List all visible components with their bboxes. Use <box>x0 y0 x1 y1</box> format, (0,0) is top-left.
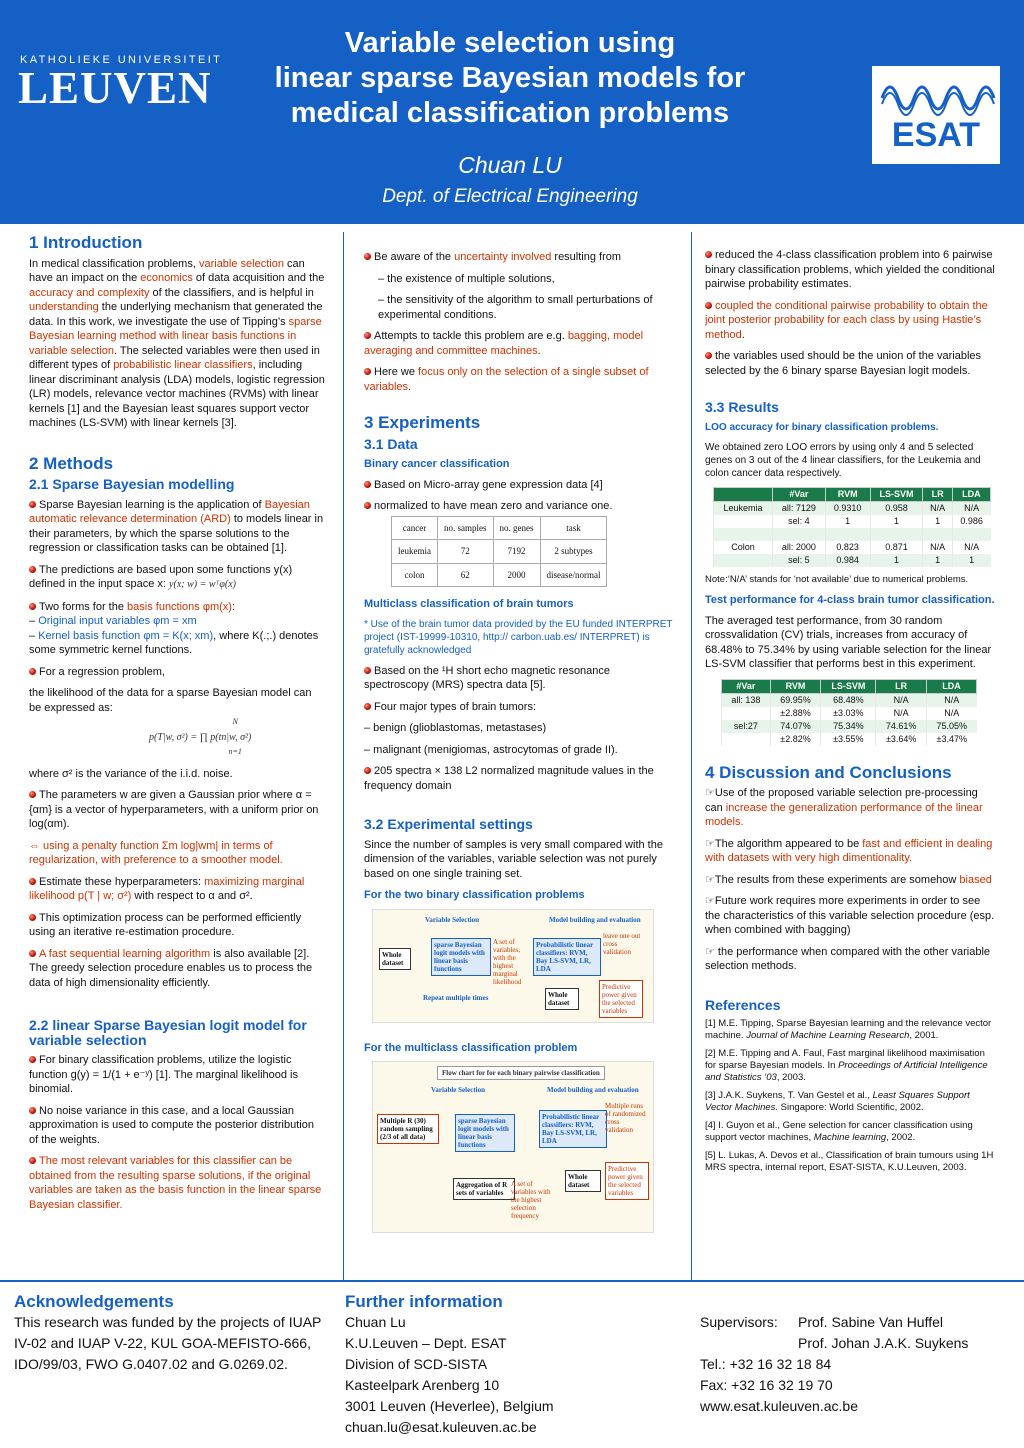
table-header: cancer <box>392 516 438 540</box>
figure-label: Variable Selection <box>431 1086 485 1094</box>
dataset-table <box>391 516 607 588</box>
flowchart-multiclass <box>372 1061 654 1233</box>
pointing-hand-icon: ☞ <box>705 895 715 907</box>
table-cell: ±2.82% <box>770 733 821 746</box>
acknowledgements-text: This research was funded by the projects of IUAP IV-02 and IUAP V-22, KUL GOA-MEFISTO-666, IDO/99/03, FWO G.0407.02 and G.0269.02. <box>14 1314 322 1372</box>
table-cell: sel:27 <box>722 720 771 733</box>
figure-box: Multiple R (30) random sampling (2/3 of all data) <box>377 1114 439 1144</box>
table-cell: 72 <box>438 540 494 564</box>
title-line: medical classification problems <box>290 97 730 129</box>
table-cell: sel: 5 <box>772 554 825 567</box>
column-left <box>29 233 325 1219</box>
table-header: LS-SVM <box>821 679 876 693</box>
subsection-heading: 3.3 Results <box>705 399 779 415</box>
bullet-item: 205 spectra × 138 L2 normalized magnitude values in the frequency domain <box>364 765 654 792</box>
table-cell: 7192 <box>493 540 540 564</box>
section-heading: 3 Experiments <box>364 413 481 432</box>
table-cell <box>714 554 773 567</box>
table-row <box>714 515 991 528</box>
column-divider <box>343 232 344 1280</box>
sub-item: – the sensitivity of the algorithm to small perturbations of experimental conditions. <box>378 294 653 321</box>
bullet-icon <box>29 566 36 573</box>
subheading: For the two binary classification problems <box>364 889 585 901</box>
table-cell: disease/normal <box>540 563 607 587</box>
bullet-item: The most relevant variables for this classifier can be obtained from the resulting sparse solutions, if the original variables are taken as the basis function in the linear sparse Bayesian classifier. <box>29 1155 322 1211</box>
bullet-icon <box>364 502 371 509</box>
bullet-item: normalized to have mean zero and variance one. <box>364 499 674 514</box>
pointing-hand-icon: ☞ <box>705 787 715 799</box>
table-row <box>722 733 977 746</box>
figure-label: leave one out cross validation <box>603 931 641 956</box>
reference-item: [2] M.E. Tipping and A. Faul, Fast marginal likelihood maximisation for sparse Bayesian models. In Proceedings of Artificial Intelligence and Statistics ’03, 2003. <box>705 1048 988 1083</box>
bullet-icon <box>364 332 371 339</box>
table-cell: ±3.55% <box>821 733 876 746</box>
conclusion-item: ☞ the performance when compared with the other variable selection methods. <box>705 945 991 972</box>
bullet-icon <box>29 603 36 610</box>
table-cell <box>772 528 825 541</box>
figure-label: A set of variables, with the highest marginal likelihood <box>493 937 522 986</box>
bullet-item: The predictions are based upon some functions y(x) defined in the input space x: y(x; w) = wᵀφ(x) <box>29 563 293 590</box>
table-cell: N/A <box>952 541 990 554</box>
title-line: Variable selection using <box>344 27 676 59</box>
figure-label: Multiple runs of randomized cross validation <box>605 1102 646 1134</box>
table-cell: all: 138 <box>722 693 771 707</box>
bullet-icon <box>364 481 371 488</box>
paragraph: the likelihood of the data for a sparse Bayesian model can be expressed as: N p(T|w, σ²) = ∏ p(tn|w, σ²) n=1 <box>29 686 325 760</box>
paragraph: The averaged test performance, from 30 random crossvalidation (CV) trials, increases from accuracy of 68.48% to 75.34% by using variable selection for the linear LS-SVM classifier that performs best in this experiment. <box>705 614 992 670</box>
info-line: Kasteelpark Arenberg 10 <box>345 1377 500 1393</box>
table-cell: 0.823 <box>825 541 870 554</box>
table-cell: 0.986 <box>952 515 990 528</box>
table-cell: 2000 <box>493 563 540 587</box>
table-cell: 1 <box>952 554 990 567</box>
poster-header <box>0 0 1024 224</box>
column-divider <box>691 232 692 1280</box>
equation: N p(T|w, σ²) = ∏ p(tn|w, σ²) n=1 <box>149 717 252 756</box>
table-header: LR <box>923 488 952 502</box>
esat-logo <box>872 66 1000 164</box>
supervisors <box>700 1312 1010 1417</box>
bullet-item: A fast sequential learning algorithm is also available [2]. The greedy selection procedure enables us to process the data of high dimensionality efficiently. <box>29 947 313 989</box>
email-link[interactable]: chuan.lu@esat.kuleuven.ac.be <box>345 1419 537 1435</box>
bullet-icon <box>364 368 371 375</box>
fax: Fax: +32 16 32 19 70 <box>700 1377 833 1393</box>
table-cell: colon <box>392 563 438 587</box>
table-row <box>722 720 977 733</box>
subsection-heading: 3.1 Data <box>364 435 418 452</box>
table-header: task <box>540 516 607 540</box>
bullet-icon <box>705 352 712 359</box>
table-cell: 1 <box>870 554 923 567</box>
bullet-item: the variables used should be the union of the variables selected by the 6 binary sparse Bayesian logit models. <box>705 350 982 377</box>
reference-item: [5] L. Lukas, A. Devos et al., Classification of brain tumours using 1H MRS spectra, internal report, ESAT-SISTA, K.U.Leuven, 2003. <box>705 1150 994 1173</box>
section-heading: 1 Introduction <box>29 233 143 252</box>
info-line: 3001 Leuven (Heverlee), Belgium <box>345 1398 554 1414</box>
conclusion-item: ☞The results from these experiments are somehow biased <box>705 873 992 886</box>
bullet-item: Attempts to tackle this problem are e.g. bagging, model averaging and committee machines. <box>364 330 644 357</box>
reference-item: [1] M.E. Tipping, Sparse Bayesian learning and the relevance vector machine. Journal of Machine Learning Research, 2001. <box>705 1018 992 1041</box>
figure-box: Probabilistic linear classifiers: RVM, Bay LS-SVM, LR, LDA <box>539 1110 607 1148</box>
figure-box: Whole dataset <box>379 948 411 970</box>
poster-title <box>230 26 790 131</box>
figure-box: sparse Bayesian logit models with linear basis functions <box>431 938 491 976</box>
bullet-item: The parameters w are given a Gaussian prior where α = {αm} is a vector of hyperparameters, with a uniform prior on log(αm). <box>29 789 319 830</box>
figure-box: Predictive power given the selected variables <box>599 980 643 1018</box>
table-header: #Var <box>722 679 771 693</box>
bullet-icon <box>29 1157 36 1164</box>
table-cell: ±3.47% <box>926 733 976 746</box>
pointing-hand-icon: ☞ <box>705 945 715 958</box>
table-header: RVM <box>770 679 821 693</box>
pointing-hand-icon: ☞ <box>705 837 715 850</box>
table-header: no. samples <box>438 516 494 540</box>
flowchart-binary <box>372 909 654 1023</box>
subsection-heading: References <box>705 996 781 1013</box>
table-cell: 1 <box>870 515 923 528</box>
table-cell <box>825 528 870 541</box>
table-cell: 0.871 <box>870 541 923 554</box>
info-line: K.U.Leuven – Dept. ESAT <box>345 1335 507 1351</box>
table-cell: 1 <box>923 515 952 528</box>
section-heading: Acknowledgements <box>14 1292 174 1311</box>
university-name-top: KATHOLIEKE UNIVERSITEIT <box>20 54 223 66</box>
esat-logo-text: ESAT <box>891 116 981 154</box>
subsection-heading: 2.2 linear Sparse Bayesian logit model for variable selection <box>29 1017 307 1048</box>
table-cell: ±3.03% <box>821 707 876 720</box>
section-heading: Further information <box>345 1292 503 1311</box>
website-link[interactable]: www.esat.kuleuven.ac.be <box>700 1398 858 1414</box>
table-row <box>714 541 991 554</box>
table-header: RVM <box>825 488 870 502</box>
table-cell <box>870 528 923 541</box>
table-cell: 0.9310 <box>825 502 870 516</box>
table-cell: 75.34% <box>821 720 876 733</box>
table-header: LDA <box>952 488 990 502</box>
footer-divider <box>0 1280 1024 1282</box>
phone: Tel.: +32 16 32 18 84 <box>700 1356 832 1372</box>
bullet-icon <box>29 668 36 675</box>
footnote: * Use of the brain tumor data provided by the EU funded INTERPRET project (IST-19999-10310, http:// carbon.uab.es/ INTERPRET) is gratefully acknowledged <box>364 618 673 656</box>
table-cell <box>714 528 773 541</box>
table-header-row <box>714 488 991 502</box>
supervisor-line: Supervisors: Prof. Sabine Van Huffel <box>700 1314 944 1330</box>
table-cell: N/A <box>926 707 976 720</box>
figure-box: Predictive power given the selected variables <box>605 1162 649 1200</box>
bullet-icon <box>364 767 371 774</box>
bullet-item: coupled the conditional pairwise probability to obtain the joint posterior probability for each class by using Hastie’s method. <box>705 299 988 341</box>
bullet-icon <box>364 667 371 674</box>
table-cell <box>722 707 771 720</box>
figure-label: Variable Selection <box>425 915 479 924</box>
figure-box: Whole dataset <box>545 988 579 1010</box>
table-cell: 74.07% <box>770 720 821 733</box>
figure-label: A set of variables with the highest selection frequency <box>511 1180 551 1220</box>
figure-box: Probabilistic linear classifiers: RVM, Bay LS-SVM, LR, LDA <box>533 938 601 976</box>
sub-item: – the existence of multiple solutions, <box>378 272 555 285</box>
table-cell: N/A <box>876 693 927 707</box>
subsection-heading: 3.2 Experimental settings <box>364 816 533 832</box>
bullet-icon <box>29 914 36 921</box>
table-cell: ±3.64% <box>876 733 927 746</box>
bullet-icon <box>29 1107 36 1114</box>
reference-item: [3] J.A.K. Suykens, T. Van Gestel et al., Least Squares Support Vector Machines. Singapore: World Scientific, 2002. <box>705 1090 970 1113</box>
table-cell: 1 <box>923 554 952 567</box>
subheading: Test performance for 4-class brain tumor classification. <box>705 594 995 606</box>
university-logo: LEUVEN <box>18 63 212 113</box>
figure-label: Repeat multiple times <box>423 993 489 1002</box>
table-cell: 74.61% <box>876 720 927 733</box>
bullet-icon <box>29 791 36 798</box>
department: Dept. of Electrical Engineering <box>382 186 638 207</box>
test-results-table <box>721 679 977 746</box>
subsection-heading: 2.1 Sparse Bayesian modelling <box>29 476 235 492</box>
column-middle <box>364 250 674 1233</box>
table-cell: sel: 4 <box>772 515 825 528</box>
table-cell: 69.95% <box>770 693 821 707</box>
loo-results-table <box>713 487 991 567</box>
bullet-icon <box>29 950 36 957</box>
table-cell: 62 <box>438 563 494 587</box>
table-row <box>722 693 977 707</box>
info-line: Chuan Lu <box>345 1314 406 1330</box>
intro-paragraph: In medical classification problems, variable selection can have an impact on the economics of data acquisition and the accuracy and complexity of the classifiers, and is helpful in understanding the underlying mechanism that generated the data. In this work, we investigate the use of Tipping’s sparse Bayesian learning method with linear basis functions in variable selection. The selected variables were then used in different types of probabilistic linear classifiers, including linear discriminant analysis (LDA) models, logistic regression (LR) models, relevance vector machines (RVMs) with linear kernels [1] and the Bayesian least squares support vector machines (LS-SVM) with linear kernels [3]. <box>29 257 325 429</box>
bullet-item: Estimate these hyperparameters: maximizing marginal likelihood p(T | w; σ²) with respect to α and σ². <box>29 875 305 902</box>
table-header-row <box>722 679 977 693</box>
bullet-icon <box>705 302 712 309</box>
supervisor-line: Prof. Johan J.A.K. Suykens <box>798 1335 969 1351</box>
table-row <box>392 563 607 587</box>
figure-label: Model building and evaluation <box>549 915 641 924</box>
table-header: no. genes <box>493 516 540 540</box>
table-cell <box>952 528 990 541</box>
table-row <box>722 707 977 720</box>
table-cell: 2 subtypes <box>540 540 607 564</box>
subheading: Binary cancer classification <box>364 458 510 470</box>
section-heading: 4 Discussion and Conclusions <box>705 762 952 782</box>
conclusion-item: ☞Future work requires more experiments in order to see the characteristics of this variable selection procedure (esp. when combined with bagging) <box>705 895 995 936</box>
bullet-icon <box>29 878 36 885</box>
bullet-icon <box>364 703 371 710</box>
bullet-item: Be aware of the uncertainty involved resulting from <box>364 250 674 265</box>
table-cell: 0.958 <box>870 502 923 516</box>
table-cell: 1 <box>825 515 870 528</box>
bullet-item: For a regression problem, <box>29 665 325 680</box>
table-row <box>714 528 991 541</box>
bullet-icon <box>705 251 712 258</box>
reference-item: [4] I. Guyon et al., Gene selection for cancer classification using support vector machines, Machine learning, 2002. <box>705 1120 973 1143</box>
bullet-item: Four major types of brain tumors: <box>364 700 674 715</box>
table-header: LS-SVM <box>870 488 923 502</box>
bullet-item: Based on the ¹H short echo magnetic resonance spectroscopy (MRS) spectra data [5]. <box>364 664 611 691</box>
figure-label: Flow chart for for each binary pairwise classification <box>437 1066 605 1080</box>
sub-item: – malignant (menigiomas, astrocytomas of grade II). <box>364 743 618 756</box>
table-cell <box>714 515 773 528</box>
table-cell: Leukemia <box>714 502 773 516</box>
sub-item: – benign (glioblastomas, metastases) <box>364 722 547 734</box>
title-line: linear sparse Bayesian models for <box>274 62 746 94</box>
table-cell: leukemia <box>392 540 438 564</box>
figure-box: Whole dataset <box>565 1170 601 1192</box>
paragraph: Since the number of samples is very small compared with the dimension of the variables, variable selection was not purely based on one single training set. <box>364 838 663 880</box>
table-note: Note:‘N/A’ stands for ‘not available’ due to numerical problems. <box>705 574 969 585</box>
bullet-icon <box>364 253 371 260</box>
column-right <box>705 248 997 1180</box>
bullet-item: Here we focus only on the selection of a single subset of variables. <box>364 366 649 393</box>
section-heading: 2 Methods <box>29 453 114 473</box>
table-cell: N/A <box>876 707 927 720</box>
table-row <box>392 540 607 564</box>
figure-label: Model building and evaluation <box>547 1086 639 1094</box>
table-cell: N/A <box>952 502 990 516</box>
table-header: LR <box>876 679 927 693</box>
acknowledgements <box>14 1292 324 1375</box>
info-line: Division of SCD-SISTA <box>345 1356 488 1372</box>
author-name: Chuan LU <box>458 152 562 178</box>
equation: y(x; w) = wᵀφ(x) <box>169 579 236 590</box>
subheading: For the multiclass classification problem <box>364 1041 578 1054</box>
figure-box: Aggregation of R sets of variables <box>453 1178 515 1200</box>
conclusion-item: ☞Use of the proposed variable selection pre-processing can increase the generalization performance of the linear models. <box>705 787 983 828</box>
table-cell: N/A <box>926 693 976 707</box>
table-cell: all: 7129 <box>772 502 825 516</box>
paragraph: We obtained zero LOO errors by using only 4 and 5 selected genes on 3 out of the 4 linear classifiers, for the Leukemia and colon cancer data respectively. <box>705 442 981 479</box>
table-cell <box>923 528 952 541</box>
bullet-icon <box>29 1056 36 1063</box>
table-cell: N/A <box>923 541 952 554</box>
paragraph: ⇔ using a penalty function Σm log|wm| in terms of regularization, with preference to a smoother model. <box>29 839 283 866</box>
table-cell: all: 2000 <box>772 541 825 554</box>
figure-box: sparse Bayesian logit models with linear basis functions <box>455 1114 515 1152</box>
bullet-item: No noise variance in this case, and a local Gaussian approximation is used to compute the posterior distribution of the weights. <box>29 1104 314 1146</box>
further-information <box>345 1292 645 1438</box>
paragraph: where σ² is the variance of the i.i.d. noise. <box>29 767 233 780</box>
table-cell <box>722 733 771 746</box>
table-header: LDA <box>926 679 976 693</box>
bullet-icon <box>29 501 36 508</box>
table-cell: 75.05% <box>926 720 976 733</box>
table-header: #Var <box>772 488 825 502</box>
pointing-hand-icon: ☞ <box>705 873 715 886</box>
table-cell: N/A <box>923 502 952 516</box>
subheading: LOO accuracy for binary classification problems. <box>705 421 939 433</box>
subheading: Multiclass classification of brain tumors <box>364 598 574 610</box>
table-cell: Colon <box>714 541 773 554</box>
table-header-row <box>392 516 607 540</box>
table-cell: ±2.88% <box>770 707 821 720</box>
table-header <box>714 488 773 502</box>
table-cell: 0.984 <box>825 554 870 567</box>
table-row <box>714 554 991 567</box>
bullet-item: This optimization process can be performed efficiently using an iterative re-estimation procedure. <box>29 911 302 938</box>
bullet-item: For binary classification problems, utilize the logistic function g(y) = 1/(1 + e⁻ʸ) [1]. The marginal likelihood is binomial. <box>29 1054 298 1095</box>
bullet-item: Sparse Bayesian learning is the application of Bayesian automatic relevance determination (ARD) to models linear in their parameters, by which the sparse solutions to the regression or classification tasks can be obtained [1]. <box>29 498 324 554</box>
table-cell: 68.48% <box>821 693 876 707</box>
wave-icon <box>872 66 1000 116</box>
bullet-item: Two forms for the basis functions φm(x): – Original input variables φm = xm – Kernel basis function φm = K(x; xm), where K(.;.) denotes some symmetric kernel functions. <box>29 600 319 656</box>
bullet-item: reduced the 4-class classification problem into 6 pairwise binary classification problems, which yielded the conditional pairwise probability estimates. <box>705 249 995 290</box>
conclusion-item: ☞The algorithm appeared to be fast and efficient in dealing with datasets with very high dimentionality. <box>705 837 993 864</box>
table-row <box>714 502 991 516</box>
bullet-item: Based on Micro-array gene expression data [4] <box>364 478 674 493</box>
